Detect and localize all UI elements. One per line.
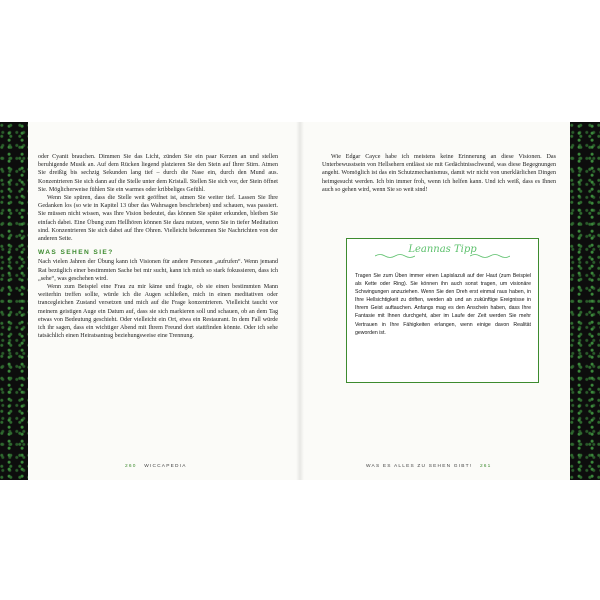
right-page-text <box>322 153 556 194</box>
tip-title: Leannas Tipp <box>408 244 477 255</box>
left-paragraph-2: Wenn Sie spüren, dass die Stelle weit geöffnet ist, atmen Sie weiter tief. Lassen Sie Ihre Gedanken los (so wie in Kapitel 13 über das Wahrsagen beschrieben) und schauen, was passiert. Sie müssen nicht wissen, was Ihre Vision bedeutet, das können Sie später erkunden, bleiben Sie einfach dabei. Eine Übung zum Hellhören können Sie dazu nutzen, wenn Sie in tiefer Meditation sind. Konzentrieren Sie sich dabei auf Ihre Ohren. Vielleicht bekommen Sie Nachrichten von der anderen Seite. <box>38 195 278 243</box>
right-page-edge-decoration <box>570 122 600 480</box>
tip-body: Tragen Sie zum Üben immer einen Lapislazuli auf der Haut (zum Beispiel als Kette oder Ring). Sie können ihn auch sonst tragen, um visionäre Schwingungen anzuziehen. Wenn Sie den Dreh erst einmal raus haben, in Ihre Hellsichtigkeit zu driften, werden ab und an zukünftige Ereignisse in Ihrem Geist auftauchen. Anfangs mag es den Anschein haben, dass Ihre Fantasie mit Ihnen durchgeht, aber im Laufe der Zeit werden Sie mehr Vertrauen in Ihre Fähigkeiten erlangen, wenn einige davon Realität geworden ist. <box>355 273 531 336</box>
section-heading: WAS SEHEN SIE? <box>38 249 114 257</box>
right-page <box>300 122 570 480</box>
book-spread <box>0 122 600 480</box>
right-page-footer <box>366 464 492 469</box>
left-page-footer <box>125 464 187 469</box>
right-paragraph-1: Wie Edgar Cayce habe ich meistens keine Erinnerung an diese Visionen. Das Unterbewusstsein von Hellsehern entlässt sie mit Gedächtnisschwund, was diese Begegnungen angeht. Womöglich ist das ein Schutzmechanismus, damit wir nicht von unerklärlichen Dingen heimgesucht werden. Ich bin immer froh, wenn ich helfen kann. Und ich weiß, dass es Ihnen auch so gehen wird, wenn Sie so weit sind! <box>322 154 556 193</box>
left-running-title: WICCAPEDIA <box>144 464 187 469</box>
left-paragraph-4: Wenn zum Beispiel eine Frau zu mir käme und fragte, ob sie einen bestimmten Mann weiterhin treffen sollte, würde ich die Augen schließen, mich in einen meditativen oder trancegleichen Zustand versetzen und mich auf die Frage konzentrieren. Vielleicht taucht vor meinem geistigen Auge ein Datum auf, dass sie sich markieren soll und schauen, ob an dem Tag etwas von Bedeutung geschieht. Oder vielleicht ein Ort, etwa ein Restaurant. In dem Fall würde ich ihr sagen, dass ein wichtiger Abend mit Ihrem Freund dort stattfinden könnte. Oder ich sehe tatsächlich einen Heiratsantrag beziehungsweise eine Trennung. <box>38 284 278 340</box>
left-flourish-icon <box>375 253 415 259</box>
left-page-number: 260 <box>125 464 137 469</box>
right-page-number: 261 <box>479 464 492 469</box>
left-page-text <box>38 153 278 340</box>
left-page-edge-decoration <box>0 122 28 480</box>
left-page <box>28 122 300 480</box>
right-running-title: WAS ES ALLES ZU SEHEN GIBT! <box>366 464 473 469</box>
left-paragraph-1: oder Cyanit brauchen. Dimmen Sie das Licht, zünden Sie ein paar Kerzen an und stellen beruhigende Musik an. Auf dem Rücken liegend platzieren Sie den Stein auf Ihrer Stirn. Atmen Sie dreißig bis sechzig Sekunden lang tief – durch die Nase ein, durch den Mund aus. Konzentrieren Sie sich dann auf die Stelle unter dem Kristall. Stellen Sie sich vor, der Stein öffnet Sie. Möglicherweise fühlen Sie ein warmes oder kribbeliges Gefühl. <box>38 154 278 193</box>
tip-box <box>346 238 539 383</box>
right-flourish-icon <box>470 253 510 259</box>
left-paragraph-3: Nach vielen Jahren der Übung kann ich Visionen für andere Personen „aufrufen“. Wenn jemand Rat bezüglich einer bestimmten Sache bei mir sucht, kann ich mich so stark fokussieren, dass ich „sehe“, was geschehen wird. <box>38 259 278 282</box>
